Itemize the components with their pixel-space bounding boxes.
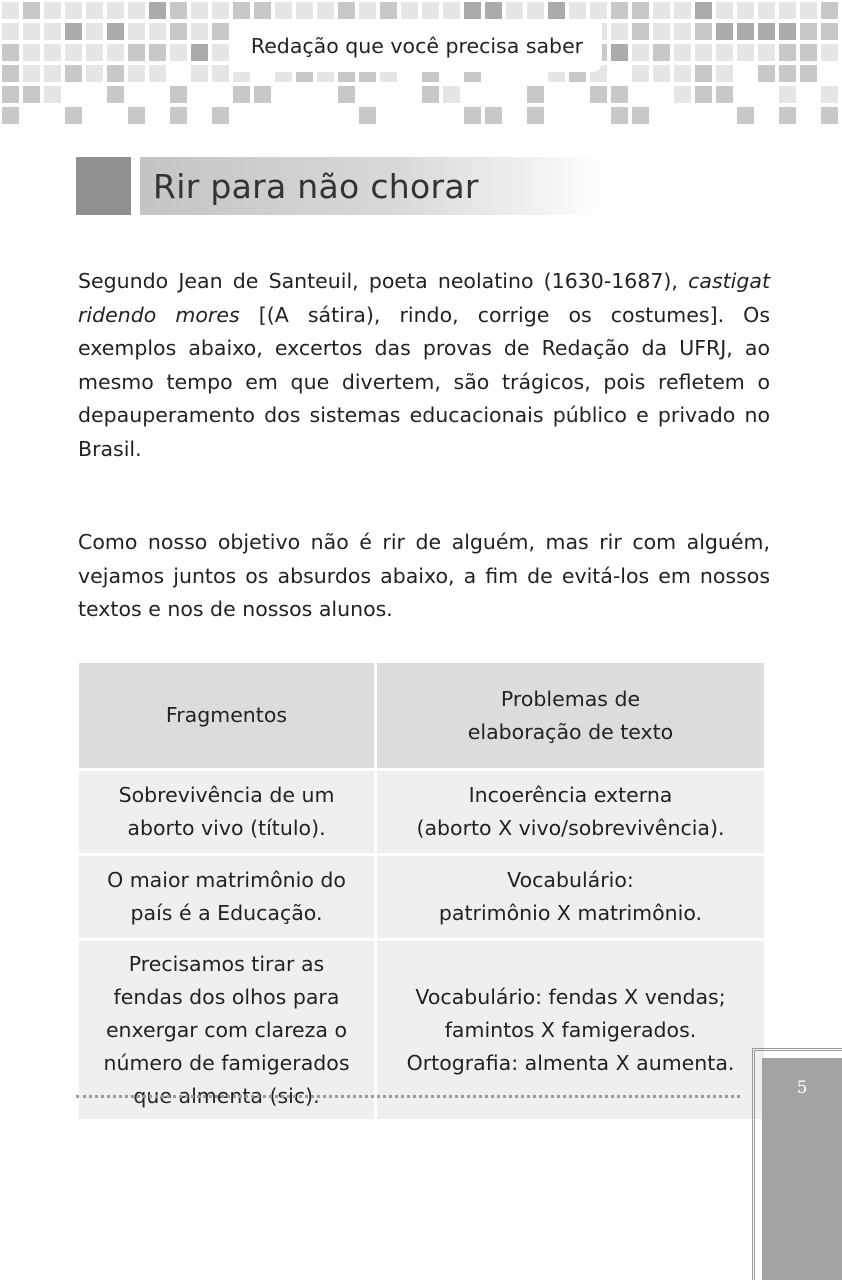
mosaic-tile <box>611 2 628 19</box>
problem-cell: Vocabulário: fendas X vendas; famintos X famigerados. Ortografia: almenta X aumenta. <box>376 940 766 1121</box>
mosaic-tile <box>128 44 145 61</box>
mosaic-tile <box>800 2 817 19</box>
mosaic-tile <box>128 107 145 124</box>
mosaic-tile <box>275 2 292 19</box>
mosaic-tile <box>758 23 775 40</box>
mosaic-tile <box>611 86 628 103</box>
mosaic-tile <box>44 65 61 82</box>
mosaic-tile <box>590 86 607 103</box>
mosaic-tile <box>716 23 733 40</box>
mosaic-tile <box>674 65 691 82</box>
mosaic-tile <box>821 86 838 103</box>
section-title: Rir para não chorar <box>153 167 479 206</box>
mosaic-tile <box>65 2 82 19</box>
mosaic-tile <box>338 86 355 103</box>
mosaic-tile <box>317 2 334 19</box>
mosaic-tile <box>359 2 376 19</box>
mosaic-tile <box>170 44 187 61</box>
mosaic-tile <box>443 86 460 103</box>
mosaic-tile <box>632 2 649 19</box>
mosaic-tile <box>65 107 82 124</box>
mosaic-tile <box>422 2 439 19</box>
mosaic-tile <box>2 2 19 19</box>
mosaic-tile <box>569 2 586 19</box>
mosaic-tile <box>296 2 313 19</box>
mosaic-tile <box>800 65 817 82</box>
mosaic-tile <box>2 107 19 124</box>
mosaic-tile <box>695 44 712 61</box>
mosaic-tile <box>212 23 229 40</box>
mosaic-tile <box>86 65 103 82</box>
mosaic-tile <box>86 2 103 19</box>
mosaic-tile <box>44 2 61 19</box>
mosaic-tile <box>149 23 166 40</box>
mosaic-tile <box>65 23 82 40</box>
paragraph-objective: Como nosso objetivo não é rir de alguém, mas rir com alguém, vejamos juntos os absurdos abaixo, a fim de evitá-los em nossos textos e nos de nossos alunos. <box>78 530 770 621</box>
mosaic-tile <box>527 86 544 103</box>
mosaic-tile <box>737 23 754 40</box>
mosaic-tile <box>821 44 838 61</box>
fragment-cell: Sobrevivência de um aborto vivo (título). <box>78 770 376 855</box>
latin-quote: castigat ridendo mores <box>78 269 770 327</box>
mosaic-tile <box>254 86 271 103</box>
mosaic-tile <box>233 86 250 103</box>
mosaic-tile <box>464 107 481 124</box>
mosaic-tile <box>611 44 628 61</box>
mosaic-tile <box>380 2 397 19</box>
mosaic-tile <box>674 44 691 61</box>
table-row <box>78 855 766 940</box>
mosaic-tile <box>23 65 40 82</box>
mosaic-tile <box>212 65 229 82</box>
mosaic-tile <box>674 23 691 40</box>
mosaic-tile <box>233 2 250 19</box>
mosaic-tile <box>170 107 187 124</box>
mosaic-tile <box>2 65 19 82</box>
mosaic-tile <box>212 44 229 61</box>
mosaic-tile <box>548 2 565 19</box>
mosaic-tile <box>2 23 19 40</box>
mosaic-tile <box>527 107 544 124</box>
paragraph-intro <box>78 265 770 466</box>
mosaic-tile <box>737 107 754 124</box>
mosaic-tile <box>191 44 208 61</box>
mosaic-tile <box>149 44 166 61</box>
mosaic-tile <box>212 107 229 124</box>
footer-dotted-rule <box>76 1095 740 1098</box>
mosaic-tile <box>653 23 670 40</box>
mosaic-tile <box>107 44 124 61</box>
header-fragmentos: Fragmentos <box>78 662 376 770</box>
mosaic-tile <box>779 2 796 19</box>
mosaic-tile <box>107 86 124 103</box>
mosaic-tile <box>716 86 733 103</box>
page-number: 5 <box>796 1078 808 1098</box>
mosaic-tile <box>716 44 733 61</box>
mosaic-tile <box>716 65 733 82</box>
mosaic-tile <box>65 44 82 61</box>
mosaic-tile <box>485 2 502 19</box>
mosaic-tile <box>716 2 733 19</box>
mosaic-tile <box>191 65 208 82</box>
mosaic-tile <box>86 44 103 61</box>
mosaic-tile <box>170 2 187 19</box>
mosaic-tile <box>2 86 19 103</box>
mosaic-tile <box>674 2 691 19</box>
mosaic-tile <box>800 44 817 61</box>
table-header-row <box>78 662 766 770</box>
mosaic-tile <box>212 2 229 19</box>
mosaic-tile <box>779 44 796 61</box>
mosaic-tile <box>695 65 712 82</box>
mosaic-tile <box>758 44 775 61</box>
mosaic-tile <box>590 2 607 19</box>
mosaic-tile <box>359 107 376 124</box>
mosaic-tile <box>632 23 649 40</box>
mosaic-tile <box>695 23 712 40</box>
mosaic-tile <box>23 44 40 61</box>
mosaic-tile <box>191 2 208 19</box>
mosaic-tile <box>23 23 40 40</box>
mosaic-tile <box>422 86 439 103</box>
mosaic-tile <box>695 2 712 19</box>
mosaic-tile <box>821 2 838 19</box>
mosaic-tile <box>44 23 61 40</box>
mosaic-tile <box>107 2 124 19</box>
mosaic-tile <box>821 23 838 40</box>
mosaic-tile <box>800 23 817 40</box>
mosaic-tile <box>653 65 670 82</box>
mosaic-tile <box>632 65 649 82</box>
mosaic-tile <box>44 86 61 103</box>
paragraph-intro-text-1: Segundo Jean de Santeuil, poeta neolatino (1630-1687), <box>78 269 689 293</box>
problem-cell: Incoerência externa (aborto X vivo/sobrevivência). <box>376 770 766 855</box>
mosaic-tile <box>128 23 145 40</box>
mosaic-tile <box>464 2 481 19</box>
mosaic-tile <box>107 23 124 40</box>
mosaic-tile <box>338 2 355 19</box>
mosaic-tile <box>23 2 40 19</box>
paragraph-intro-text-2: [(A sátira), rindo, corrige os costumes]. Os exemplos abaixo, excertos das provas de Redação da UFRJ, ao mesmo tempo em que divertem, são trágicos, pois refletem o depauperamento dos sistemas educacionais público e privado no Brasil. <box>78 302 770 461</box>
mosaic-tile <box>758 2 775 19</box>
mosaic-tile <box>170 23 187 40</box>
mosaic-tile <box>128 65 145 82</box>
mosaic-tile <box>170 86 187 103</box>
mosaic-tile <box>254 2 271 19</box>
mosaic-tile <box>779 23 796 40</box>
mosaic-tile <box>737 2 754 19</box>
mosaic-tile <box>737 44 754 61</box>
mosaic-tile <box>128 2 145 19</box>
mosaic-tile <box>506 2 523 19</box>
mosaic-tile <box>23 86 40 103</box>
fragment-cell: O maior matrimônio do país é a Educação. <box>78 855 376 940</box>
mosaic-tile <box>485 107 502 124</box>
mosaic-tile <box>65 65 82 82</box>
mosaic-tile <box>821 107 838 124</box>
mosaic-tile <box>443 2 460 19</box>
problem-cell: Vocabulário: patrimônio X matrimônio. <box>376 855 766 940</box>
header-problemas: Problemas de elaboração de texto <box>376 662 766 770</box>
mosaic-tile <box>44 44 61 61</box>
running-header-text: Redação que você precisa saber <box>250 34 584 58</box>
mosaic-tile <box>611 107 628 124</box>
mosaic-tile <box>2 44 19 61</box>
mosaic-tile <box>149 2 166 19</box>
mosaic-tile <box>779 65 796 82</box>
fragment-cell: Precisamos tirar as fendas dos olhos para enxergar com clareza o número de famigerados que almenta (sic). <box>78 940 376 1121</box>
table-row <box>78 940 766 1121</box>
mosaic-tile <box>107 65 124 82</box>
mosaic-tile <box>611 23 628 40</box>
mosaic-tile <box>779 107 796 124</box>
mosaic-tile <box>632 107 649 124</box>
section-title-marker <box>76 157 131 215</box>
mosaic-tile <box>401 2 418 19</box>
mosaic-tile <box>191 23 208 40</box>
mosaic-tile <box>653 2 670 19</box>
table-row <box>78 770 766 855</box>
mosaic-tile <box>695 86 712 103</box>
fragments-table <box>76 660 767 1122</box>
mosaic-tile <box>149 65 166 82</box>
mosaic-tile <box>86 23 103 40</box>
mosaic-tile <box>527 2 544 19</box>
mosaic-tile <box>779 86 796 103</box>
mosaic-tile <box>758 65 775 82</box>
running-header <box>232 20 602 72</box>
mosaic-tile <box>653 44 670 61</box>
mosaic-tile <box>674 86 691 103</box>
mosaic-tile <box>632 44 649 61</box>
